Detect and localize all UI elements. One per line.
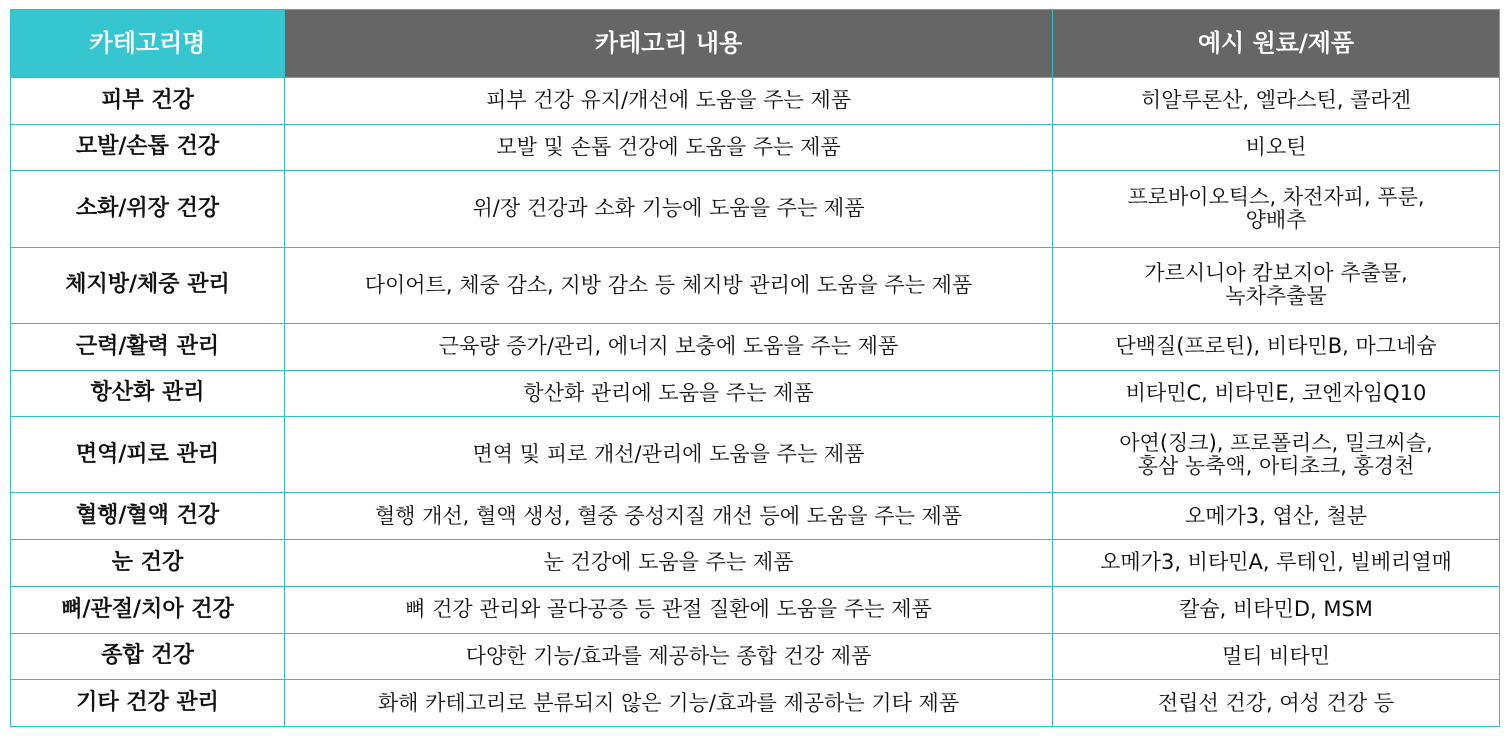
table-row	[11, 171, 1500, 247]
category-examples-cell: 비타민C, 비타민E, 코엔자임Q10	[1053, 370, 1500, 417]
table-row	[11, 540, 1500, 587]
category-content-cell: 혈행 개선, 혈액 생성, 혈중 중성지질 개선 등에 도움을 주는 제품	[285, 493, 1053, 540]
category-examples-cell: 단백질(프로틴), 비타민B, 마그네슘	[1053, 323, 1500, 370]
category-content-cell: 피부 건강 유지/개선에 도움을 주는 제품	[285, 78, 1053, 125]
table-row	[11, 586, 1500, 633]
table-row	[11, 323, 1500, 370]
category-content-cell: 다양한 기능/효과를 제공하는 종합 건강 제품	[285, 633, 1053, 680]
table-row	[11, 247, 1500, 323]
category-content-cell: 눈 건강에 도움을 주는 제품	[285, 540, 1053, 587]
header-category-name: 카테고리명	[11, 10, 285, 78]
category-examples-cell: 칼슘, 비타민D, MSM	[1053, 586, 1500, 633]
category-table	[10, 9, 1500, 727]
table-row	[11, 370, 1500, 417]
category-examples-cell: 멀티 비타민	[1053, 633, 1500, 680]
category-examples-cell: 프로바이오틱스, 차전자피, 푸룬, 양배추	[1053, 171, 1500, 247]
header-row	[11, 10, 1500, 78]
header-example-ingredients: 예시 원료/제품	[1053, 10, 1500, 78]
table-row	[11, 680, 1500, 727]
category-examples-cell: 아연(징크), 프로폴리스, 밀크씨슬, 홍삼 농축액, 아티초크, 홍경천	[1053, 417, 1500, 493]
category-content-cell: 면역 및 피로 개선/관리에 도움을 주는 제품	[285, 417, 1053, 493]
table-row	[11, 493, 1500, 540]
category-examples-cell: 비오틴	[1053, 124, 1500, 171]
category-name-cell: 근력/활력 관리	[11, 323, 285, 370]
category-content-cell: 근육량 증가/관리, 에너지 보충에 도움을 주는 제품	[285, 323, 1053, 370]
category-examples-cell: 전립선 건강, 여성 건강 등	[1053, 680, 1500, 727]
category-examples-cell: 히알루론산, 엘라스틴, 콜라겐	[1053, 78, 1500, 125]
category-content-cell: 위/장 건강과 소화 기능에 도움을 주는 제품	[285, 171, 1053, 247]
category-content-cell: 모발 및 손톱 건강에 도움을 주는 제품	[285, 124, 1053, 171]
category-name-cell: 모발/손톱 건강	[11, 124, 285, 171]
table-row	[11, 124, 1500, 171]
category-name-cell: 혈행/혈액 건강	[11, 493, 285, 540]
category-examples-cell: 오메가3, 엽산, 철분	[1053, 493, 1500, 540]
category-name-cell: 종합 건강	[11, 633, 285, 680]
category-name-cell: 항산화 관리	[11, 370, 285, 417]
category-name-cell: 체지방/체중 관리	[11, 247, 285, 323]
category-examples-cell: 가르시니아 캄보지아 추출물, 녹차추출물	[1053, 247, 1500, 323]
category-name-cell: 면역/피로 관리	[11, 417, 285, 493]
category-content-cell: 다이어트, 체중 감소, 지방 감소 등 체지방 관리에 도움을 주는 제품	[285, 247, 1053, 323]
category-name-cell: 기타 건강 관리	[11, 680, 285, 727]
category-content-cell: 뼈 건강 관리와 골다공증 등 관절 질환에 도움을 주는 제품	[285, 586, 1053, 633]
table-row	[11, 417, 1500, 493]
category-name-cell: 뼈/관절/치아 건강	[11, 586, 285, 633]
category-content-cell: 화해 카테고리로 분류되지 않은 기능/효과를 제공하는 기타 제품	[285, 680, 1053, 727]
category-examples-cell: 오메가3, 비타민A, 루테인, 빌베리열매	[1053, 540, 1500, 587]
header-category-content: 카테고리 내용	[285, 10, 1053, 78]
category-name-cell: 소화/위장 건강	[11, 171, 285, 247]
category-name-cell: 피부 건강	[11, 78, 285, 125]
category-content-cell: 항산화 관리에 도움을 주는 제품	[285, 370, 1053, 417]
table-row	[11, 78, 1500, 125]
category-name-cell: 눈 건강	[11, 540, 285, 587]
table-row	[11, 633, 1500, 680]
